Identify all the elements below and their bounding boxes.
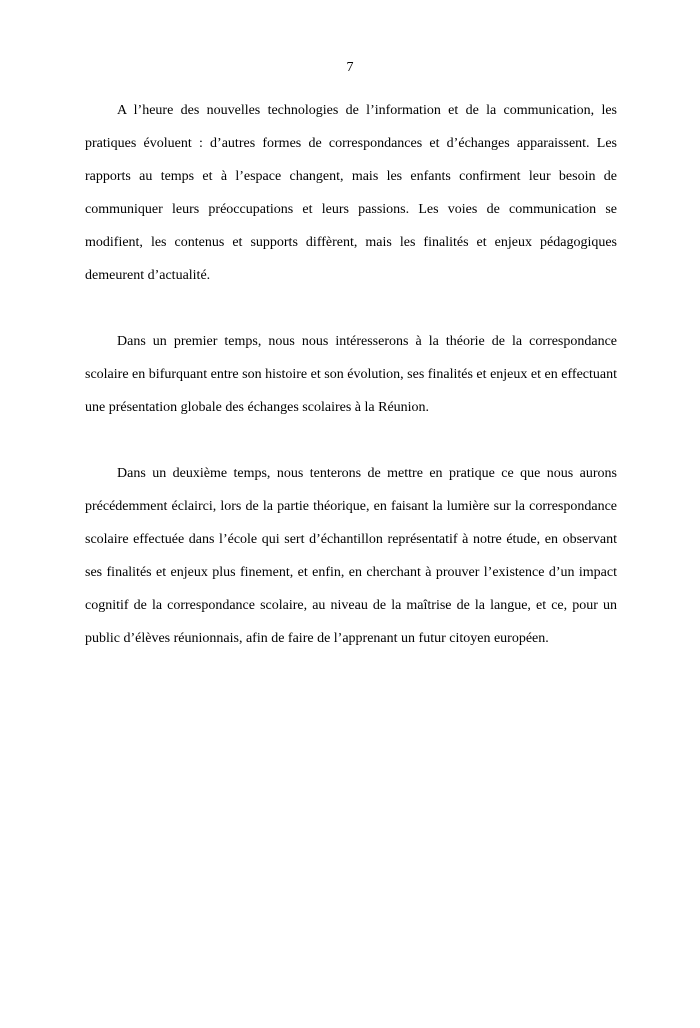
page-number: 7 — [346, 60, 354, 75]
paragraph-first-part: Dans un premier temps, nous nous intéresserons à la théorie de la correspondance scolaire en bifurquant entre son histoire et son évolution, ses finalités et enjeux et en effectuant une présentation globale des échanges scolaires à la Réunion. — [85, 334, 617, 415]
paragraph-second-part: Dans un deuxième temps, nous tenterons de mettre en pratique ce que nous aurons précédemment éclairci, lors de la partie théorique, en faisant la lumière sur la correspondance scolaire effectuée dans l’école qui sert d’échantillon représentatif à notre étude, en observant ses finalités et enjeux plus finement, et enfin, en cherchant à prouver l’existence d’un impact cognitif de la correspondance scolaire, au niveau de la maîtrise de la langue, et ce, pour un public d’élèves réunionnais, afin de faire de l’apprenant un futur citoyen européen. — [85, 466, 617, 646]
body-text — [85, 94, 617, 655]
paragraph-intro: A l’heure des nouvelles technologies de l’information et de la communication, les pratiques évoluent : d’autres formes de correspondances et d’échanges apparaissent. Les rapports au temps et à l’espace changent, mais les enfants confirment leur besoin de communiquer leurs préoccupations et leurs passions. Les voies de communication se modifient, les contenus et supports diffèrent, mais les finalités et enjeux pédagogiques demeurent d’actualité. — [85, 103, 617, 283]
